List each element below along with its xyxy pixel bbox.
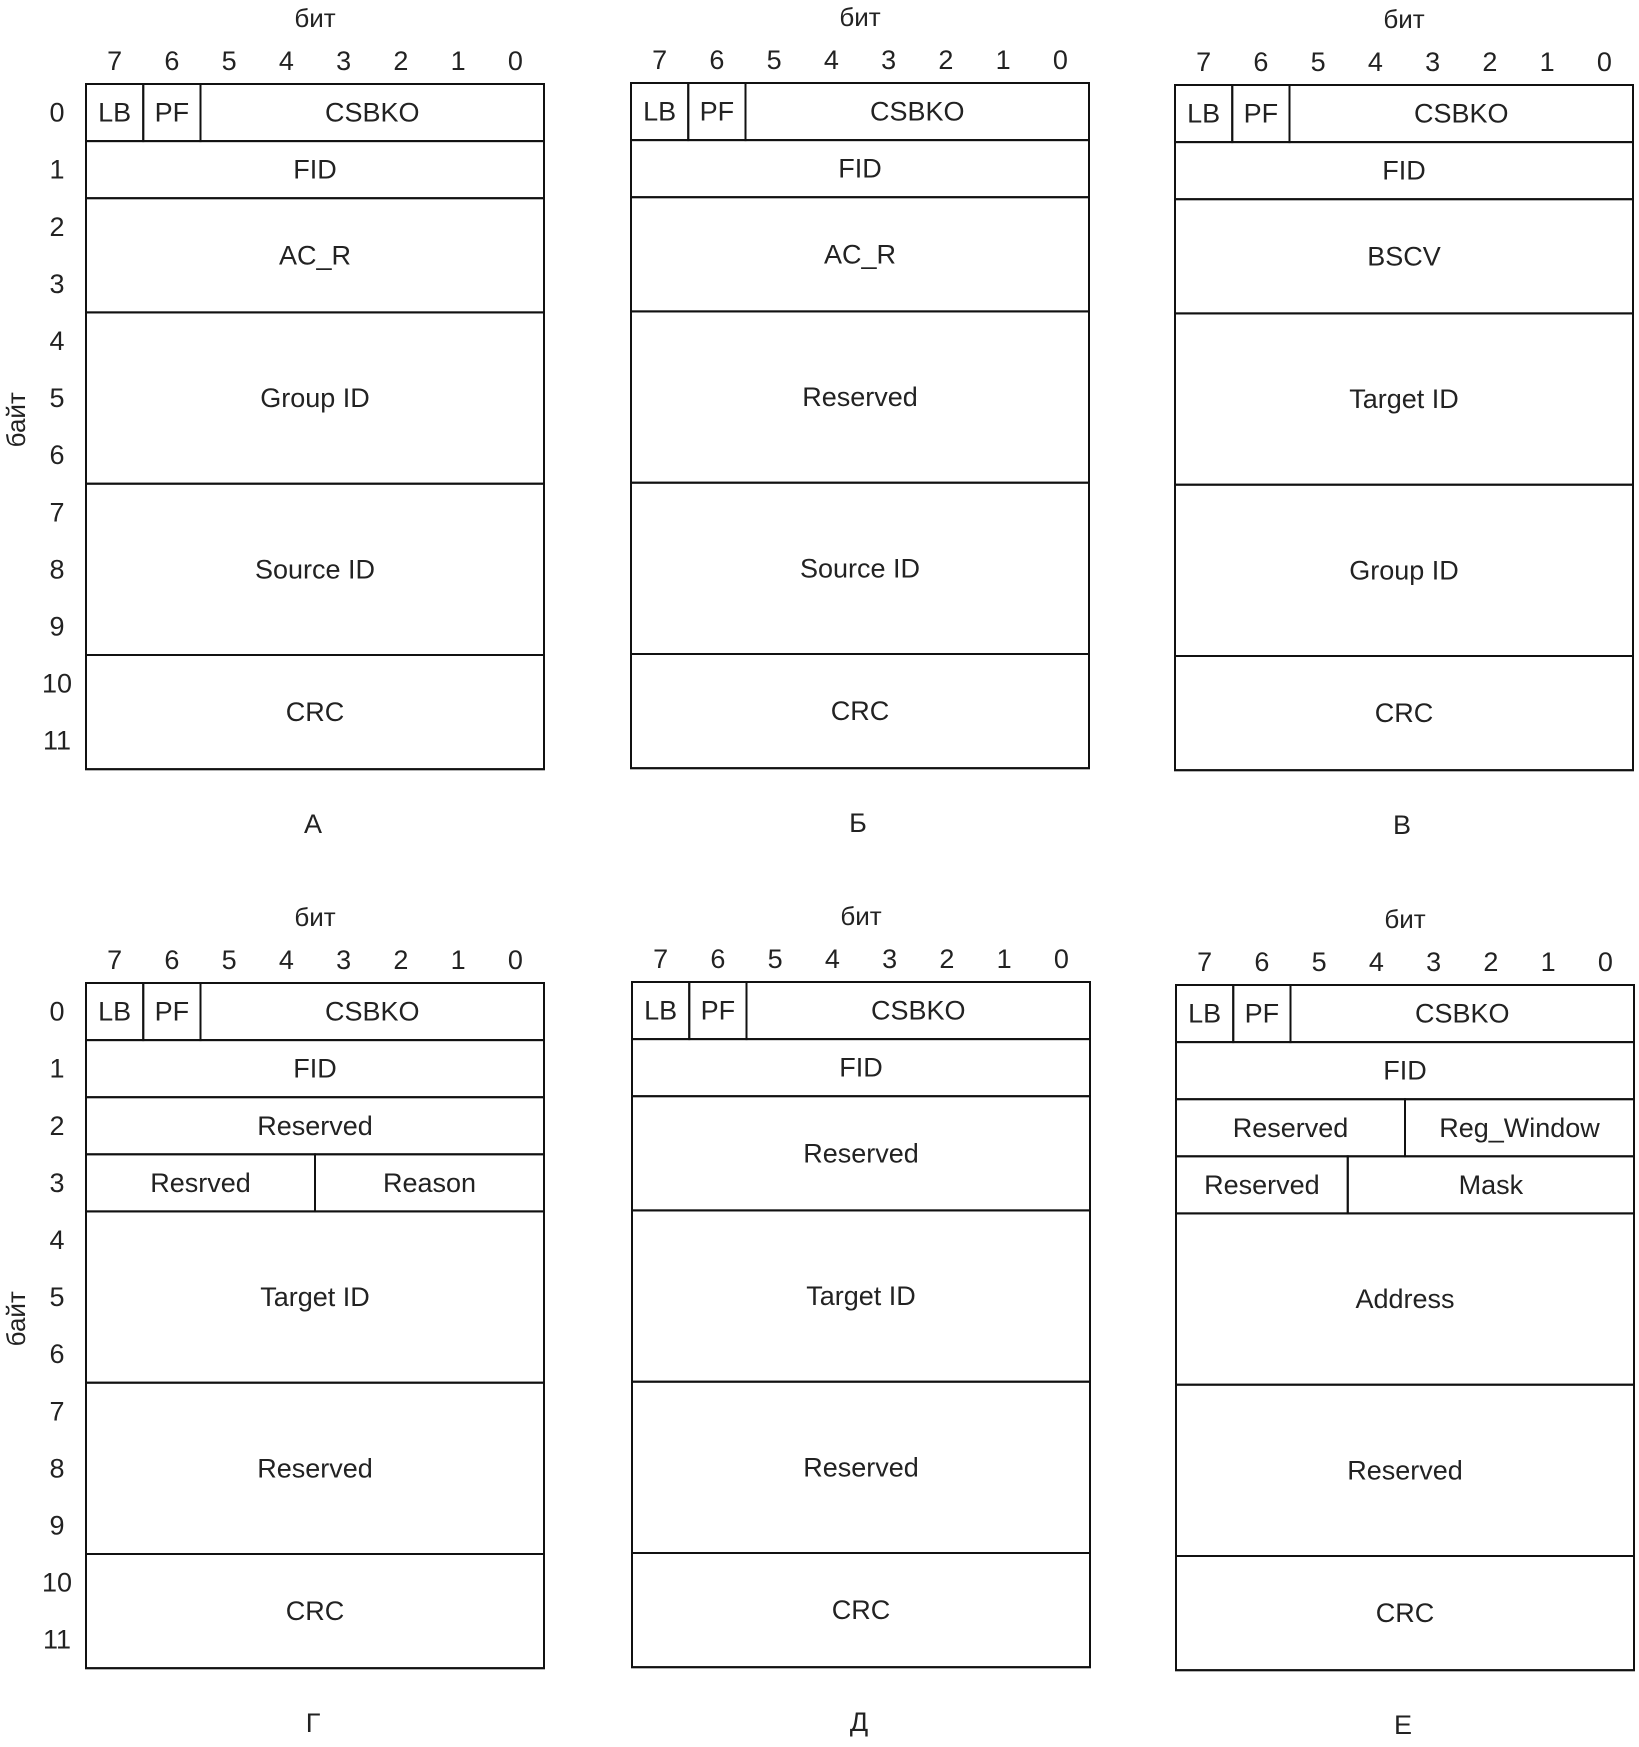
field-label: FID xyxy=(838,153,882,184)
register-frame xyxy=(1175,85,1633,770)
byte-number-label: 3 xyxy=(49,268,65,299)
field-label: Reserved xyxy=(803,1138,919,1169)
field-label: Source ID xyxy=(254,554,376,585)
bit-number-label: 0 xyxy=(507,46,523,76)
byte-number-label: 1 xyxy=(49,1053,65,1084)
bit-number-label: 1 xyxy=(450,46,466,76)
field-label: PF xyxy=(1244,998,1280,1029)
field-label: CSBKO xyxy=(324,996,420,1027)
bit-number-label: 0 xyxy=(1053,944,1069,974)
field-label: Reserved xyxy=(802,382,918,413)
field-label: CRC xyxy=(830,696,890,727)
bit-number-label: 0 xyxy=(1052,45,1068,75)
byte-axis-title: байт xyxy=(1,392,31,448)
bit-number-label: 4 xyxy=(278,46,294,76)
panel-caption: А xyxy=(303,809,323,840)
bit-number-label: 5 xyxy=(767,944,783,974)
field-label: Reason xyxy=(382,1167,477,1198)
field-label: Reserved xyxy=(1347,1455,1463,1486)
bit-number-label: 1 xyxy=(996,944,1012,974)
bit-number-label: 2 xyxy=(393,46,409,76)
field-label: Resrved xyxy=(150,1167,251,1198)
bit-number-label: 5 xyxy=(221,46,237,76)
bit-number-label: 3 xyxy=(336,945,352,975)
panel-caption: Е xyxy=(1393,1710,1413,1741)
field-label: Group ID xyxy=(1349,555,1459,586)
field-label: Target ID xyxy=(1349,384,1459,415)
field-label: Mask xyxy=(1458,1169,1524,1200)
byte-number-label: 10 xyxy=(41,668,73,699)
panel-4 xyxy=(1,902,544,1738)
field-label: PF xyxy=(154,97,190,128)
panel-2 xyxy=(631,2,1089,838)
field-label: CRC xyxy=(1375,1598,1435,1629)
field-label: AC_R xyxy=(278,240,352,271)
bit-number-label: 1 xyxy=(1539,47,1555,77)
byte-number-label: 9 xyxy=(49,611,65,642)
byte-number-label: 11 xyxy=(42,725,72,756)
bit-number-label: 7 xyxy=(1197,947,1213,977)
bit-number-label: 0 xyxy=(507,945,523,975)
bit-number-label: 6 xyxy=(164,46,180,76)
byte-number-label: 11 xyxy=(42,1624,72,1655)
panel-1 xyxy=(1,3,544,839)
byte-number-label: 3 xyxy=(49,1167,65,1198)
field-label: LB xyxy=(98,996,132,1027)
bit-number-label: 2 xyxy=(1482,47,1498,77)
field-label: PF xyxy=(1243,98,1279,129)
byte-number-label: 6 xyxy=(49,440,65,471)
bit-number-label: 6 xyxy=(710,944,726,974)
bit-number-label: 6 xyxy=(709,45,725,75)
bit-number-label: 1 xyxy=(1540,947,1556,977)
byte-number-label: 5 xyxy=(49,383,65,414)
field-label: CSBKO xyxy=(869,96,965,127)
byte-number-label: 9 xyxy=(49,1510,65,1541)
panel-3 xyxy=(1175,4,1633,840)
bit-number-label: 2 xyxy=(393,945,409,975)
bit-number-label: 4 xyxy=(1368,947,1384,977)
bit-axis-title: бит xyxy=(839,2,881,32)
bit-number-label: 3 xyxy=(1425,47,1441,77)
field-label: CSBKO xyxy=(870,995,966,1026)
field-label: Target ID xyxy=(260,1282,370,1313)
byte-number-label: 5 xyxy=(49,1282,65,1313)
byte-number-label: 8 xyxy=(49,554,65,585)
field-label: FID xyxy=(839,1052,883,1083)
field-label: CRC xyxy=(1374,698,1434,729)
field-label: Reserved xyxy=(257,1110,373,1141)
bit-number-label: 0 xyxy=(1597,947,1613,977)
bit-number-label: 0 xyxy=(1596,47,1612,77)
field-label: CRC xyxy=(285,697,345,728)
byte-number-label: 4 xyxy=(49,325,65,356)
bit-number-label: 7 xyxy=(652,45,668,75)
bit-number-label: 3 xyxy=(336,46,352,76)
field-label: PF xyxy=(700,995,736,1026)
bit-axis-title: бит xyxy=(1383,4,1425,34)
byte-number-label: 0 xyxy=(49,996,65,1027)
bit-axis-title: бит xyxy=(294,3,336,33)
panel-caption: Г xyxy=(305,1708,321,1739)
field-label: PF xyxy=(699,96,735,127)
bit-number-label: 3 xyxy=(1426,947,1442,977)
bit-number-label: 5 xyxy=(1310,47,1326,77)
field-label: LB xyxy=(98,97,132,128)
bit-number-label: 3 xyxy=(881,45,897,75)
byte-number-label: 1 xyxy=(49,154,65,185)
byte-number-label: 7 xyxy=(49,497,65,528)
bit-number-label: 5 xyxy=(766,45,782,75)
field-label: LB xyxy=(644,995,678,1026)
field-label: Reg_Window xyxy=(1439,1112,1600,1143)
register-frame xyxy=(86,84,544,769)
bit-number-label: 6 xyxy=(1253,47,1269,77)
field-label: AC_R xyxy=(823,239,897,270)
field-label: FID xyxy=(1382,155,1426,186)
field-label: Address xyxy=(1355,1284,1455,1315)
bit-number-label: 2 xyxy=(1483,947,1499,977)
byte-number-label: 0 xyxy=(49,97,65,128)
field-label: Reserved xyxy=(803,1452,919,1483)
bit-number-label: 7 xyxy=(107,46,123,76)
bit-number-label: 6 xyxy=(164,945,180,975)
panel-caption: Д xyxy=(849,1707,869,1738)
byte-number-label: 2 xyxy=(49,211,65,242)
field-label: Reserved xyxy=(257,1453,373,1484)
field-label: FID xyxy=(293,1053,337,1084)
field-label: Reserved xyxy=(1204,1169,1320,1200)
panel-6 xyxy=(1176,904,1634,1740)
bit-number-label: 3 xyxy=(882,944,898,974)
register-frame xyxy=(631,83,1089,768)
register-frame xyxy=(632,982,1090,1667)
byte-number-label: 2 xyxy=(49,1110,65,1141)
bit-number-label: 7 xyxy=(107,945,123,975)
bit-number-label: 4 xyxy=(1367,47,1383,77)
panel-5 xyxy=(632,901,1090,1737)
panel-caption: В xyxy=(1392,810,1412,841)
byte-number-label: 4 xyxy=(49,1224,65,1255)
field-label: Target ID xyxy=(806,1281,916,1312)
bit-number-label: 1 xyxy=(450,945,466,975)
bit-number-label: 5 xyxy=(1311,947,1327,977)
field-label: LB xyxy=(1188,998,1222,1029)
panel-caption: Б xyxy=(849,808,867,839)
field-label: LB xyxy=(1187,98,1221,129)
field-label: CSBKO xyxy=(324,97,420,128)
byte-number-label: 6 xyxy=(49,1339,65,1370)
bit-number-label: 5 xyxy=(221,945,237,975)
bit-axis-title: бит xyxy=(1384,904,1426,934)
byte-number-label: 8 xyxy=(49,1453,65,1484)
byte-number-label: 7 xyxy=(49,1396,65,1427)
field-label: Group ID xyxy=(260,383,370,414)
register-frame xyxy=(1176,985,1634,1670)
bit-number-label: 1 xyxy=(995,45,1011,75)
bit-number-label: 4 xyxy=(824,944,840,974)
bit-axis-title: бит xyxy=(294,902,336,932)
byte-number-label: 10 xyxy=(41,1567,73,1598)
bit-number-label: 2 xyxy=(939,944,955,974)
register-frame xyxy=(86,983,544,1668)
field-label: CRC xyxy=(831,1595,891,1626)
field-label: FID xyxy=(1383,1055,1427,1086)
bit-number-label: 6 xyxy=(1254,947,1270,977)
bit-number-label: 2 xyxy=(938,45,954,75)
bit-axis-title: бит xyxy=(840,901,882,931)
field-label: BSCV xyxy=(1367,241,1441,272)
field-label: CRC xyxy=(285,1596,345,1627)
field-label: PF xyxy=(154,996,190,1027)
bit-number-label: 7 xyxy=(1196,47,1212,77)
field-label: Reserved xyxy=(1232,1112,1349,1143)
bit-number-label: 4 xyxy=(823,45,839,75)
field-label: CSBKO xyxy=(1413,98,1509,129)
bit-number-label: 4 xyxy=(278,945,294,975)
field-label: Source ID xyxy=(799,553,921,584)
field-label: CSBKO xyxy=(1414,998,1510,1029)
field-label: FID xyxy=(293,154,337,185)
byte-axis-title: байт xyxy=(1,1291,31,1347)
field-label: LB xyxy=(643,96,677,127)
bit-number-label: 7 xyxy=(653,944,669,974)
